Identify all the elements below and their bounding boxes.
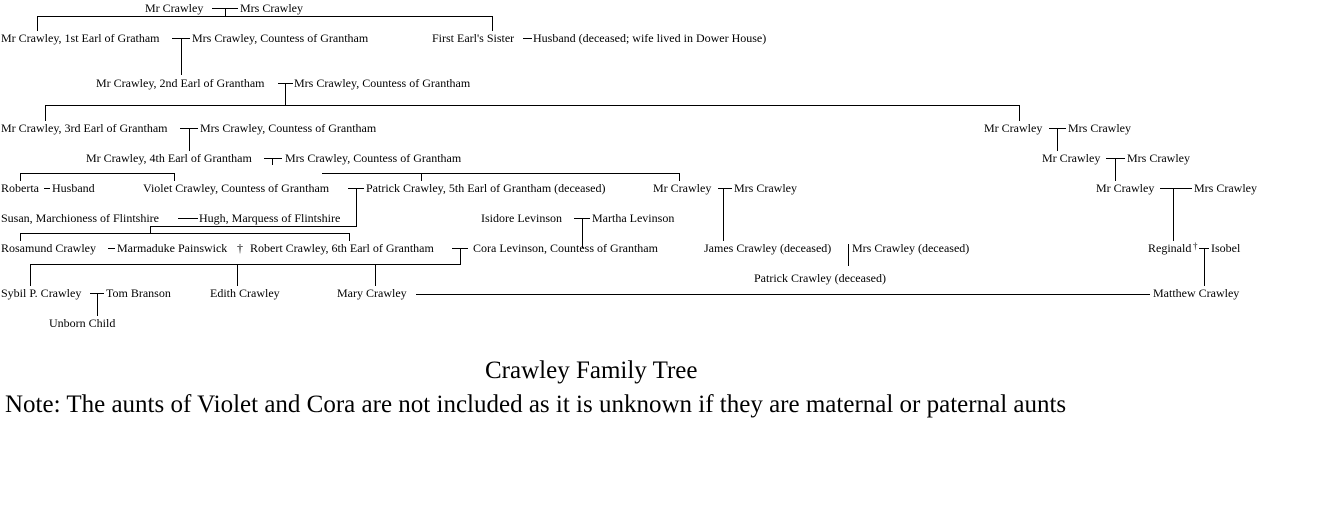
person-node: Mrs Crawley, Countess of Grantham xyxy=(285,151,462,165)
person-node: Mrs Crawley, Countess of Grantham xyxy=(192,31,369,45)
person-node: Rosamund Crawley xyxy=(1,241,96,255)
person-node: Isidore Levinson xyxy=(481,211,562,225)
person-node: Mr Crawley xyxy=(984,121,1043,135)
person-node: Mrs Crawley xyxy=(240,1,303,15)
person-node: Martha Levinson xyxy=(592,211,675,225)
person-node: Mrs Crawley xyxy=(1127,151,1190,165)
person-node: Husband xyxy=(52,181,95,195)
person-node: Sybil P. Crawley xyxy=(1,286,82,300)
person-node: Mr Crawley xyxy=(1042,151,1101,165)
person-node: Unborn Child xyxy=(49,316,116,330)
person-node: First Earl's Sister xyxy=(432,31,515,45)
person-node: Susan, Marchioness of Flintshire xyxy=(1,211,159,225)
person-node: Mrs Crawley xyxy=(1068,121,1131,135)
person-node: Roberta xyxy=(1,181,39,195)
person-node: Mr Crawley, 2nd Earl of Grantham xyxy=(96,76,265,90)
person-node: Mr Crawley xyxy=(145,1,204,15)
person-node: Mrs Crawley xyxy=(1194,181,1257,195)
person-node: Mr Crawley, 4th Earl of Grantham xyxy=(86,151,252,165)
person-node: Violet Crawley, Countess of Grantham xyxy=(143,181,330,195)
diagram-title: Crawley Family Tree xyxy=(485,357,698,384)
person-node: Reginald xyxy=(1148,241,1192,255)
person-node: Patrick Crawley, 5th Earl of Grantham (deceased) xyxy=(366,181,606,195)
person-node: Marmaduke Painswick xyxy=(117,241,228,255)
person-node: Hugh, Marquess of Flintshire xyxy=(199,211,341,225)
person-node: Tom Branson xyxy=(106,286,171,300)
person-node: Mrs Crawley, Countess of Grantham xyxy=(200,121,377,135)
person-node: Mr Crawley xyxy=(1096,181,1155,195)
deceased-dagger: † xyxy=(1193,241,1198,251)
person-node: Mr Crawley, 3rd Earl of Grantham xyxy=(1,121,168,135)
person-node: Mrs Crawley xyxy=(734,181,797,195)
person-node: Mrs Crawley, Countess of Grantham xyxy=(294,76,471,90)
person-node: Mary Crawley xyxy=(337,286,407,300)
person-node: Edith Crawley xyxy=(210,286,280,300)
person-node: Patrick Crawley (deceased) xyxy=(754,271,886,285)
diagram-note: Note: The aunts of Violet and Cora are not included as it is unknown if they are maternal or paternal aunts xyxy=(5,391,1067,418)
deceased-dagger: † xyxy=(237,241,243,255)
person-node: Matthew Crawley xyxy=(1153,286,1240,300)
person-node: Husband (deceased; wife lived in Dower House) xyxy=(533,31,767,45)
person-node: Mrs Crawley (deceased) xyxy=(852,241,970,255)
person-node: Isobel xyxy=(1211,241,1241,255)
person-node: Cora Levinson, Countess of Grantham xyxy=(473,241,658,255)
person-node: James Crawley (deceased) xyxy=(704,241,832,255)
person-node: Mr Crawley, 1st Earl of Gratham xyxy=(1,31,160,45)
person-node: Mr Crawley xyxy=(653,181,712,195)
person-node: Robert Crawley, 6th Earl of Grantham xyxy=(250,241,434,255)
